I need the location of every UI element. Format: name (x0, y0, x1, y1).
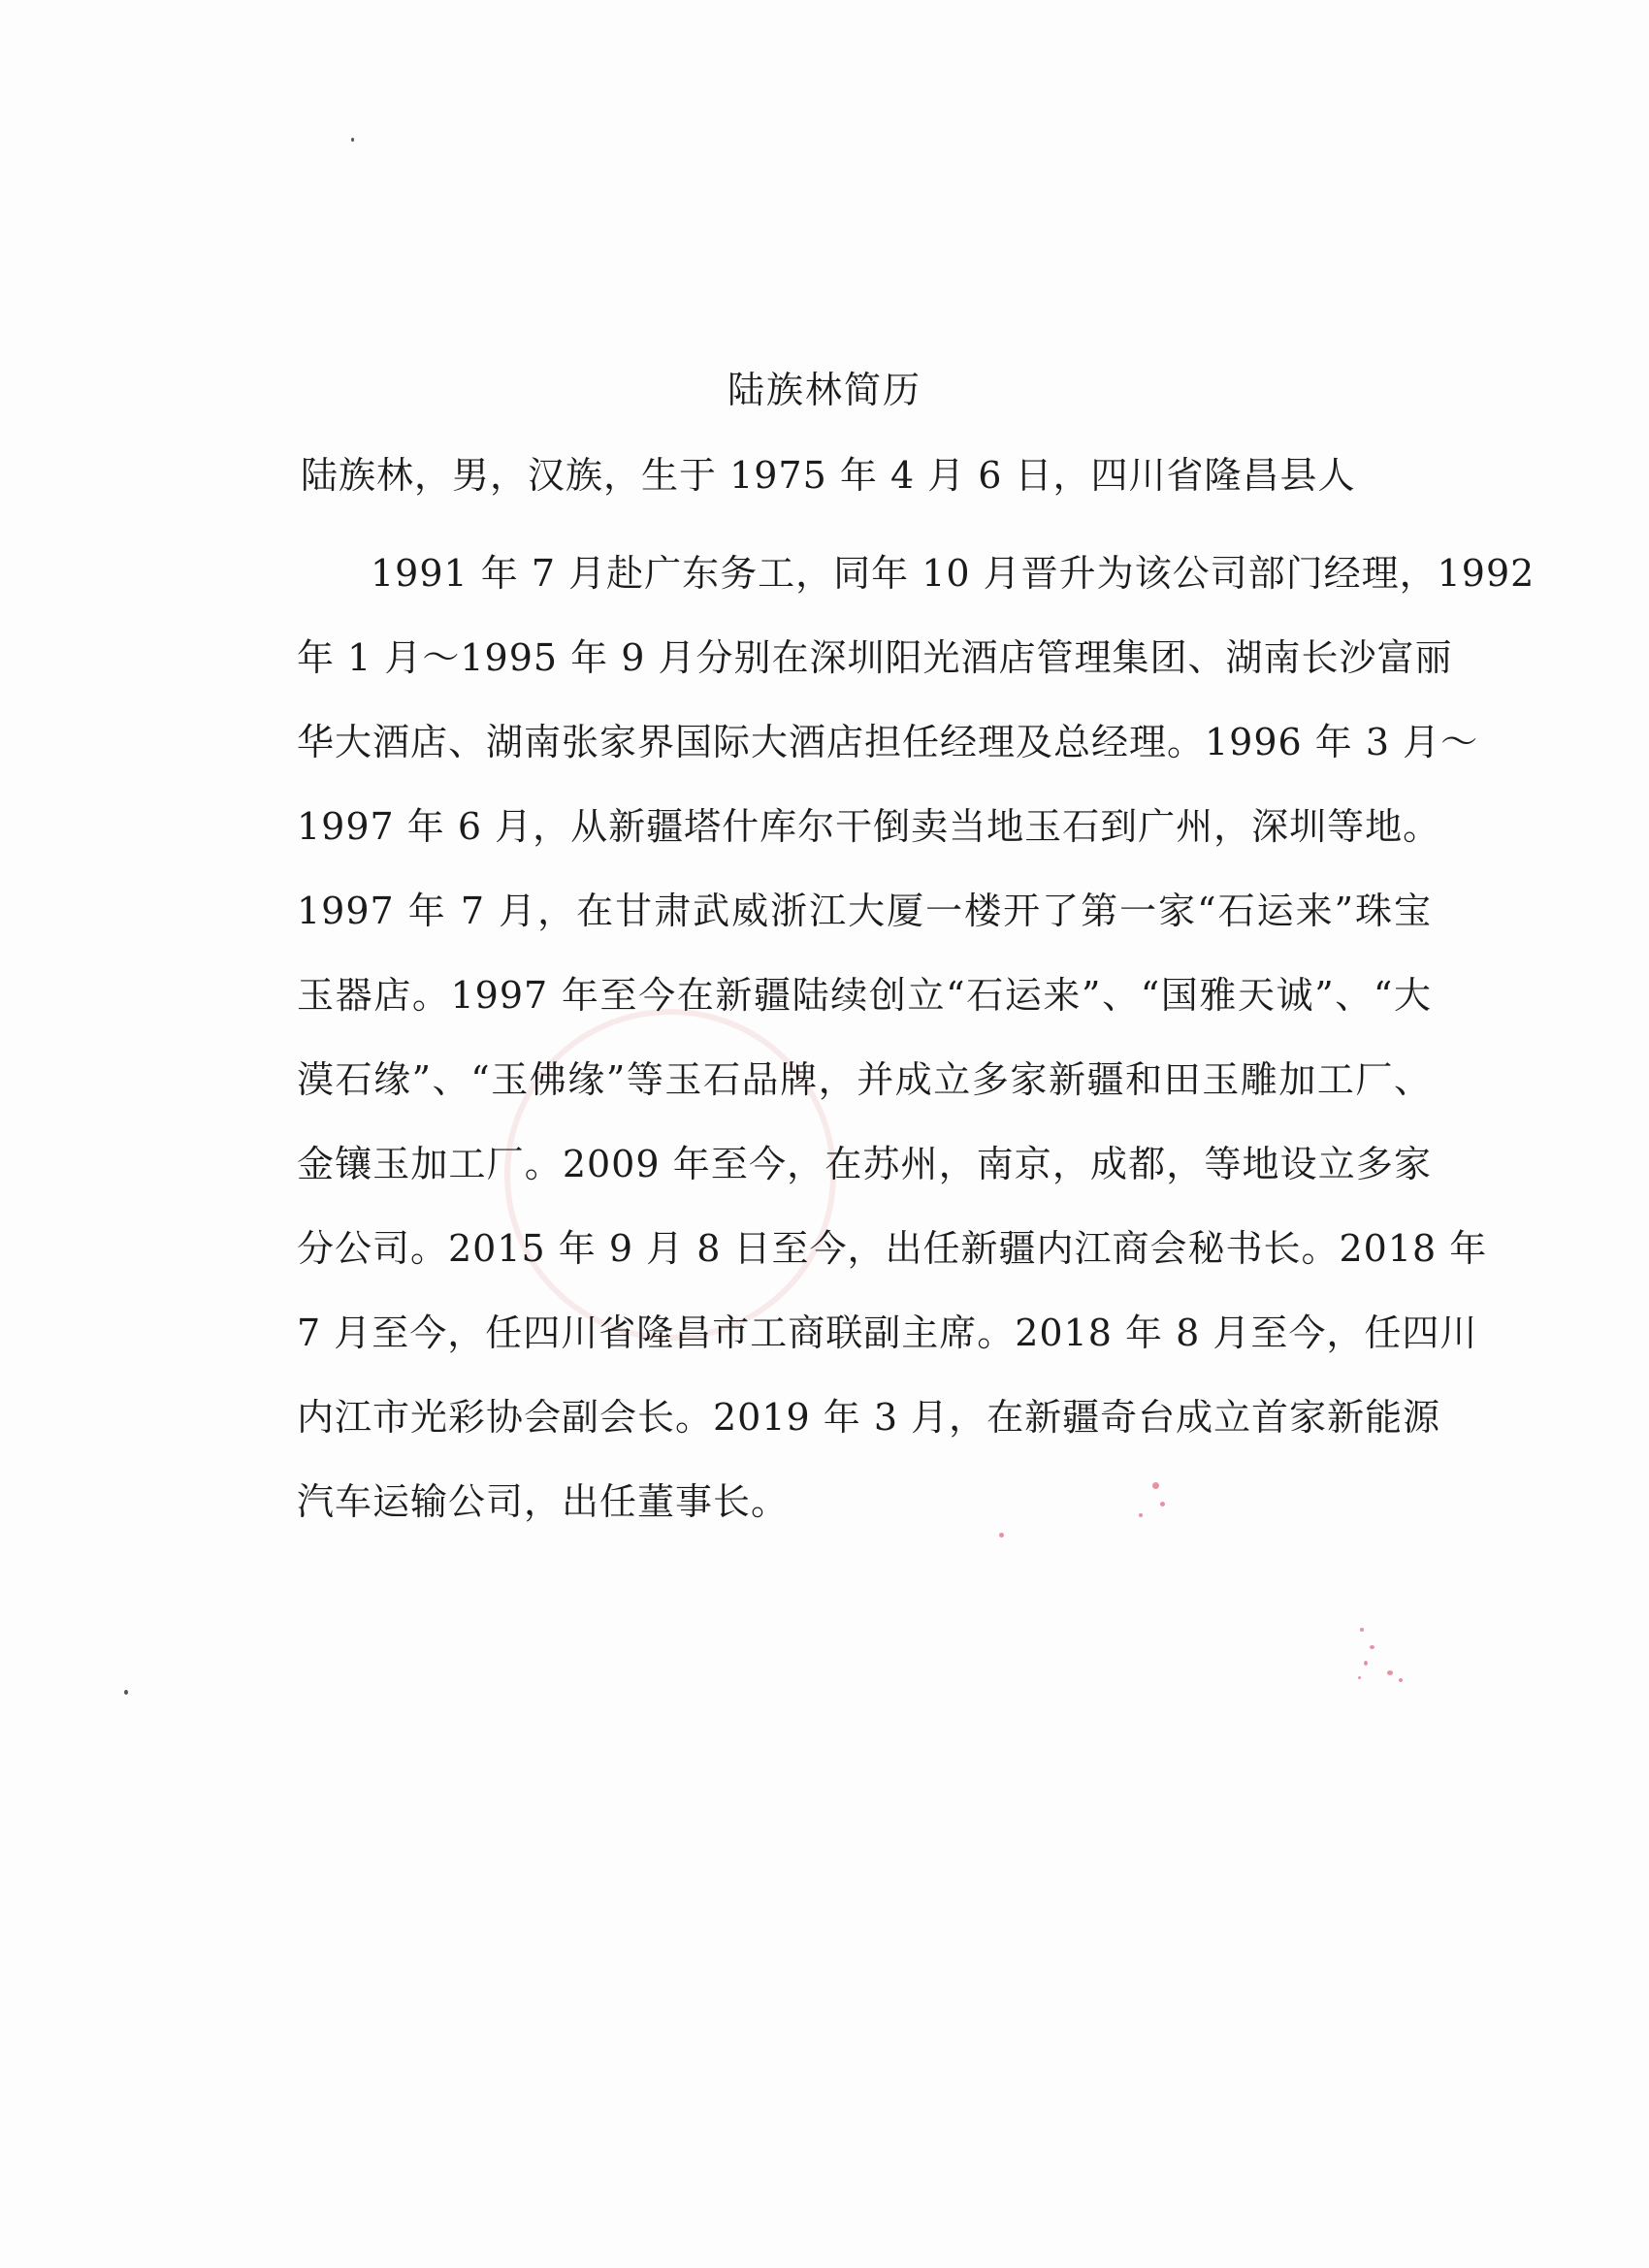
body-line: 1997 年 7 月，在甘肃武威浙江大厦一楼开了第一家“石运来”珠宝 (297, 890, 1432, 932)
body-line: 金镶玉加工厂。2009 年至今，在苏州，南京，成都，等地设立多家 (297, 1143, 1432, 1185)
seal-speck (999, 1533, 1004, 1538)
seal-speck (1139, 1513, 1143, 1517)
body-line: 漠石缘”、“玉佛缘”等玉石品牌，并成立多家新疆和田玉雕加工厂、 (297, 1058, 1432, 1101)
seal-speck (1358, 1676, 1361, 1679)
seal-speck (1387, 1670, 1393, 1675)
body-line: 1997 年 6 月，从新疆塔什库尔干倒卖当地玉石到广州，深圳等地。 (297, 805, 1441, 848)
document-title: 陆族林简历 (727, 369, 922, 411)
intro-line: 陆族林，男，汉族，生于 1975 年 4 月 6 日，四川省隆昌县人 (301, 454, 1356, 497)
seal-speck (1364, 1661, 1368, 1666)
seal-speck (1360, 1628, 1364, 1632)
seal-speck (1370, 1645, 1374, 1649)
scan-speck (351, 138, 354, 142)
seal-speck (1399, 1678, 1403, 1682)
body-line: 年 1 月～1995 年 9 月分别在深圳阳光酒店管理集团、湖南长沙富丽 (297, 636, 1453, 679)
body-line: 汽车运输公司，出任董事长。 (297, 1480, 790, 1523)
scan-speck (124, 1690, 128, 1695)
seal-speck (1160, 1502, 1165, 1507)
body-line: 分公司。2015 年 9 月 8 日至今，出任新疆内江商会秘书长。2018 年 (297, 1227, 1488, 1270)
seal-speck (1152, 1482, 1159, 1489)
body-line: 7 月至今，任四川省隆昌市工商联副主席。2018 年 8 月至今，任四川 (297, 1312, 1478, 1354)
body-line: 1991 年 7 月赴广东务工，同年 10 月晋升为该公司部门经理，1992 (371, 552, 1536, 595)
body-line: 内江市光彩协会副会长。2019 年 3 月，在新疆奇台成立首家新能源 (297, 1396, 1441, 1439)
resume-body (297, 532, 1536, 1544)
body-line: 玉器店。1997 年至今在新疆陆续创立“石运来”、“国雅天诚”、“大 (297, 974, 1432, 1017)
body-line: 华大酒店、湖南张家界国际大酒店担任经理及总经理。1996 年 3 月～ (297, 721, 1479, 763)
